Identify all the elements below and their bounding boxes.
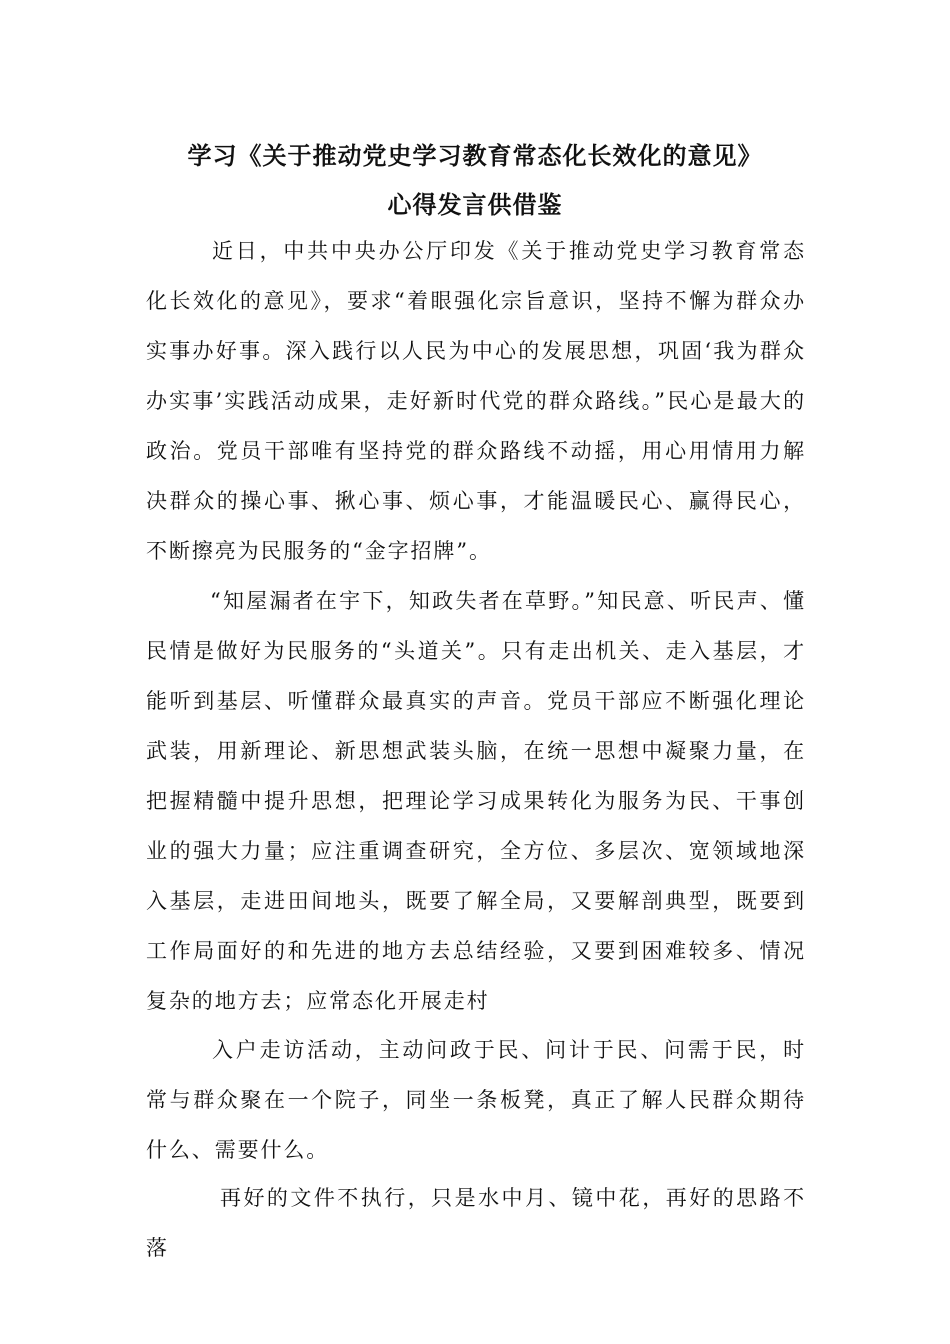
document-subtitle: 心得发言供借鉴 — [387, 191, 563, 219]
paragraph-1: 近日，中共中央办公厅印发《关于推动党史学习教育常态化长效化的意见》，要求“着眼强化宗旨意识，坚持不懈为群众办实事办好事。深入践行以人民为中心的发展思想，巩固‘我为群众办实事’实践活动成果，走好新时代党的群众路线。”民心是最大的政治。党员干部唯有坚持党的群众路线不动摇，用心用情用力解决群众的操心事、揪心事、烦心事，才能温暖民心、赢得民心，不断擦亮为民服务的“金字招牌”。 — [146, 239, 806, 563]
document-title: 学习《关于推动党史学习教育常态化长效化的意见》 — [187, 142, 763, 170]
paragraph-3: 入户走访活动，主动问政于民、问计于民、问需于民，时常与群众聚在一个院子，同坐一条板凳，真正了解人民群众期待什么、需要什么。 — [146, 1038, 806, 1162]
paragraph-4: 再好的文件不执行，只是水中月、镜中花，再好的思路不落 — [146, 1186, 806, 1260]
paragraph-2: “知屋漏者在宇下，知政失者在草野。”知民意、听民声、懂民情是做好为民服务的“头道关”。只有走出机关、走入基层，才能听到基层、听懂群众最真实的声音。党员干部应不断强化理论武装，用新理论、新思想武装头脑，在统一思想中凝聚力量，在把握精髓中提升思想，把理论学习成果转化为服务为民、干事创业的强大力量；应注重调查研究，全方位、多层次、宽领域地深入基层，走进田间地头，既要了解全局，又要解剖典型，既要到工作局面好的和先进的地方去总结经验，又要到困难较多、情况复杂的地方去；应常态化开展走村 — [146, 589, 806, 1013]
